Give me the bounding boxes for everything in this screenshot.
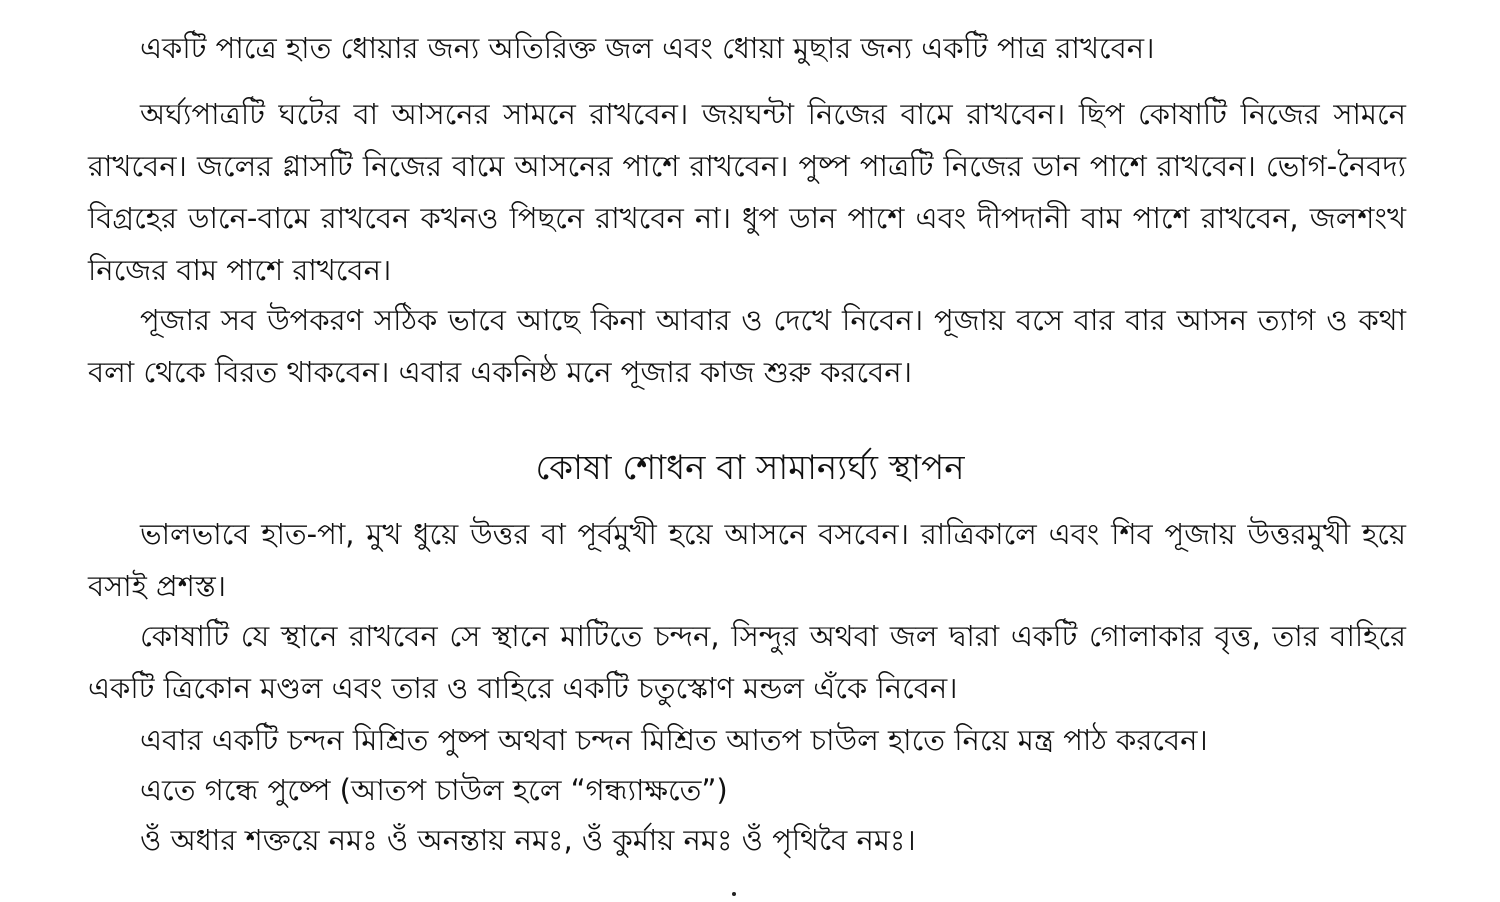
paragraph-mantra-instruction: এবার একটি চন্দন মিশ্রিত পুষ্প অথবা চন্দন মিশ্রিত আতপ চাউল হাতে নিয়ে মন্ত্র পাঠ করবেন। — [140, 723, 1208, 757]
section-heading: কোষা শোধন বা সামান্যর্ঘ্য স্থাপন — [535, 448, 965, 488]
line-offering-formula: এতে গন্ধে পুষ্পে (আতপ চাউল হলে “গন্ধ্যাক্ষতে”) — [140, 773, 728, 807]
paragraph-check-items: পূজার সব উপকরণ সঠিক ভাবে আছে কিনা আবার ও দেখে নিবেন। পূজায় বসে বার বার আসন ত্যাগ ও কথা বলা থেকে বিরত থাকবেন। এবার একনিষ্ঠ মনে পূজার কাজ শুরু করবেন। — [88, 303, 1406, 389]
page-dot-mark — [732, 892, 736, 896]
line-mantra: ওঁ অধার শক্তয়ে নমঃ ওঁ অনন্তায় নমঃ, ওঁ কুর্মায় নমঃ ওঁ পৃথিবৈ নমঃ। — [140, 823, 916, 857]
paragraph-kosha-placement: কোষাটি যে স্থানে রাখবেন সে স্থানে মাটিতে চন্দন, সিন্দুর অথবা জল দ্বারা একটি গোলাকার বৃত্ত, তার বাহিরে একটি ত্রিকোন মণ্ডল এবং তার ও বাহিরে একটি চতুস্কোণ মন্ডল এঁকে নিবেন। — [88, 619, 1406, 705]
paragraph-arrangement: অর্ঘ্যপাত্রটি ঘটের বা আসনের সামনে রাখবেন। জয়ঘন্টা নিজের বামে রাখবেন। ছিপ কোষাটি নিজের সামনে রাখবেন। জলের গ্লাসটি নিজের বামে আসনের পাশে রাখবেন। পুষ্প পাত্রটি নিজের ডান পাশে রাখবেন। ভোগ-নৈবদ্য বিগ্রহের ডানে-বামে রাখবেন কখনও পিছনে রাখবেন না। ধুপ ডান পাশে এবং দীপদানী বাম পাশে রাখবেন, জলশংখ নিজের বাম পাশে রাখবেন। — [88, 97, 1406, 287]
paragraph-handwash-vessel: একটি পাত্রে হাত ধোয়ার জন্য অতিরিক্ত জল এবং ধোয়া মুছার জন্য একটি পাত্র রাখবেন। — [140, 31, 1155, 65]
paragraph-sitting-direction: ভালভাবে হাত-পা, মুখ ধুয়ে উত্তর বা পূর্বমুখী হয়ে আসনে বসবেন। রাত্রিকালে এবং শিব পূজায় উত্তরমুখী হয়ে বসাই প্রশস্ত। — [88, 517, 1406, 603]
